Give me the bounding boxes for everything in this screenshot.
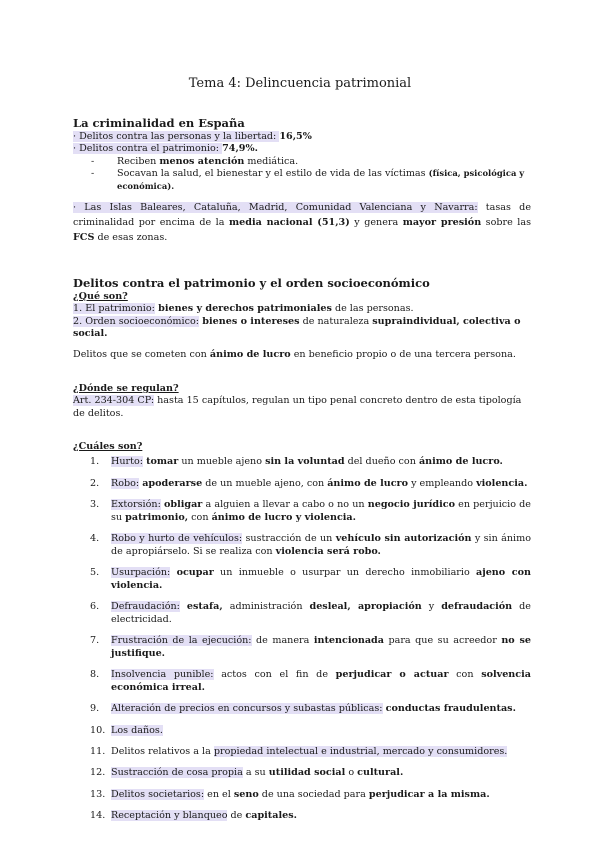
bold-text: tomar: [146, 456, 179, 468]
text: de naturaleza: [299, 315, 373, 327]
text: con: [448, 669, 482, 681]
offense-item: [73, 567, 531, 592]
item-number: 3.: [90, 499, 100, 511]
text: de las personas.: [331, 303, 414, 315]
highlight-text: Extorsión:: [111, 499, 161, 511]
bold-text: negocio jurídico: [367, 499, 455, 511]
bold-text: ánimo de lucro y violencia.: [211, 511, 356, 523]
text: Reciben: [117, 155, 160, 167]
text: administración: [222, 601, 310, 613]
text: y genera: [349, 217, 403, 229]
text: [180, 601, 187, 612]
text: con: [188, 511, 212, 523]
highlight-text: Receptación y blanqueo: [111, 810, 228, 822]
offense-item: [73, 635, 531, 660]
bold-text: defraudación: [441, 601, 513, 613]
paragraph-animo-lucro: [73, 349, 531, 361]
text: y sin ánimo de apropiárselo. Si se realiza con: [111, 533, 531, 557]
bold-text: mayor presión: [402, 217, 482, 229]
text: Socavan la salud, el bienestar y el estilo de vida de las víctimas: [117, 168, 429, 180]
highlight-text: · Las Islas Baleares, Cataluña, Madrid, Comunidad Valenciana y Navarra:: [73, 202, 478, 214]
text: en perjuicio de su: [111, 499, 531, 523]
bold-text: utilidad social: [268, 767, 346, 779]
dash-item: [73, 168, 531, 193]
bold-text: apoderarse: [142, 477, 203, 489]
subheading: ¿Qué son?: [73, 290, 128, 302]
section-cuales-son: [73, 441, 531, 832]
bold-text: obligar: [163, 499, 203, 511]
highlight-text: Hurto:: [111, 456, 143, 468]
text: en beneficio propio o de una tercera persona.: [290, 348, 516, 360]
item-number: 6.: [90, 601, 100, 613]
bold-text: perjudicar o actuar: [335, 669, 449, 681]
text: hasta 15 capítulos, regulan un tipo penal concreto dentro de esta tipología de delitos.: [73, 395, 522, 419]
bold-text: ocupar: [176, 567, 214, 579]
bold-text: conductas fraudulentas.: [385, 703, 516, 715]
text: actos con el fin de: [213, 669, 336, 681]
text: o: [345, 767, 358, 779]
bold-text: menos atención: [159, 155, 245, 167]
stat-value: 74,9%.: [222, 143, 258, 155]
offense-item: [73, 746, 531, 758]
item-number: 2.: [90, 477, 100, 489]
bold-text: intencionada: [313, 635, 384, 647]
text: de manera: [251, 635, 314, 647]
highlight-text: Alteración de precios en concursos y subastas públicas:: [111, 703, 383, 715]
text: un mueble ajeno: [178, 456, 266, 468]
stat-label: · Delitos contra las personas y la libertad:: [73, 130, 280, 142]
text: del dueño con: [344, 456, 419, 468]
regulation-line: [73, 395, 531, 420]
bold-text: ánimo de lucro: [327, 477, 409, 489]
section-regulacion: [73, 383, 531, 420]
highlight-text: propiedad intelectual e industrial, mercado y consumidores.: [213, 745, 508, 757]
bold-text: bienes o intereses: [198, 315, 300, 327]
bold-text: ajeno con violencia.: [111, 567, 531, 591]
bold-text: (física, psicológica y económica).: [117, 168, 525, 191]
text: de esas zonas.: [94, 232, 168, 243]
text: mediática.: [244, 155, 299, 167]
offense-item: [73, 725, 531, 737]
bold-text: ánimo de lucro.: [418, 456, 503, 468]
highlight-text: Insolvencia punible:: [111, 669, 214, 681]
bold-text: supraindividual, colectiva o social.: [73, 315, 521, 340]
highlight-text: Usurpación:: [111, 567, 171, 579]
text: y: [421, 601, 442, 613]
highlight-text: Defraudación:: [111, 601, 180, 613]
bold-text: cultural.: [357, 767, 404, 779]
item-number: 8.: [90, 669, 100, 681]
highlight-text: Art. 234-304 CP:: [73, 395, 155, 407]
item-number: 4.: [90, 533, 100, 545]
stat-line-personas: [73, 131, 531, 143]
section-criminalidad: [73, 116, 531, 246]
bold-text: no se justifique.: [111, 635, 531, 659]
definition-item: [73, 303, 531, 315]
section-heading: La criminalidad en España: [73, 116, 245, 130]
text: para que su acreedor: [383, 635, 502, 647]
bold-text: seno: [233, 788, 259, 800]
offense-list: [73, 456, 531, 822]
bold-text: solvencia económica irreal.: [111, 669, 531, 693]
text: de un mueble ajeno, con: [202, 477, 328, 489]
text: tasas de criminalidad por encima de la: [73, 202, 531, 229]
item-number: 10.: [90, 724, 106, 736]
paragraph-regions: [73, 201, 531, 246]
item-number: 9.: [90, 703, 100, 715]
text: sobre las: [481, 217, 531, 229]
document-title: Tema 4: Delincuencia patrimonial: [188, 76, 412, 91]
bold-text: desleal, apropiación: [309, 601, 422, 613]
offense-item: [73, 789, 531, 801]
text: un inmueble o usurpar un derecho inmobiliario: [213, 567, 477, 579]
bold-text: sin la voluntad: [265, 456, 345, 468]
bold-text: bienes y derechos patrimoniales: [154, 303, 332, 315]
text: de electricidad.: [111, 601, 531, 625]
highlight-text: 2. Orden socioeconómico:: [73, 315, 199, 327]
bold-text: estafa,: [186, 601, 223, 613]
highlight-text: Los daños.: [111, 724, 163, 736]
highlight-text: 1. El patrimonio:: [73, 303, 155, 315]
stat-line-patrimonio: [73, 143, 531, 155]
item-number: 5.: [90, 567, 100, 579]
subheading: ¿Dónde se regulan?: [73, 383, 179, 394]
text: Delitos relativos a la: [111, 745, 214, 757]
text: sustracción de un: [242, 533, 336, 545]
dash-item: [73, 156, 531, 168]
offense-item: [73, 601, 531, 626]
item-number: 14.: [90, 810, 106, 822]
item-number: 12.: [90, 767, 106, 779]
offense-item: [73, 456, 531, 468]
offense-item: [73, 478, 531, 490]
bold-text: patrimonio,: [125, 511, 189, 523]
offense-item: [73, 499, 531, 524]
highlight-text: Robo:: [111, 477, 140, 489]
text: de una sociedad para: [258, 788, 369, 800]
subheading: ¿Cuáles son?: [73, 441, 143, 452]
text: de: [227, 810, 246, 822]
bold-text: vehículo sin autorización: [335, 533, 472, 545]
highlight-text: Frustración de la ejecución:: [111, 635, 252, 647]
stat-value: 16,5%: [279, 130, 312, 142]
bold-text: ánimo de lucro: [209, 348, 291, 360]
text: Delitos que se cometen con: [73, 348, 210, 360]
text: en el: [204, 788, 234, 800]
offense-item: [73, 767, 531, 779]
text: y empleando: [408, 477, 477, 489]
item-number: 11.: [90, 745, 106, 757]
highlight-text: Robo y hurto de vehículos:: [111, 533, 243, 545]
offense-item: [73, 810, 531, 822]
highlight-text: Delitos societarios:: [111, 788, 205, 800]
item-number: 7.: [90, 635, 100, 647]
bold-text: perjudicar a la misma.: [368, 788, 490, 800]
offense-item: [73, 703, 531, 715]
offense-item: [73, 669, 531, 694]
bold-text: violencia será robo.: [275, 545, 381, 557]
item-number: 13.: [90, 788, 106, 800]
stat-label: · Delitos contra el patrimonio:: [73, 143, 223, 155]
bold-text: capitales.: [245, 810, 297, 822]
offense-item: [73, 533, 531, 558]
section-heading: Delitos contra el patrimonio y el orden socioeconómico: [73, 276, 430, 290]
text: a alguien a llevar a cabo o no un: [202, 499, 368, 511]
bold-text: media nacional (51,3): [228, 217, 350, 229]
definition-item: [73, 316, 531, 341]
bold-text: violencia.: [476, 477, 528, 489]
item-number: 1.: [90, 456, 100, 468]
bold-text: FCS: [73, 232, 95, 243]
text: a su: [242, 767, 269, 779]
section-delitos-patrimonio: [73, 276, 531, 361]
highlight-text: Sustracción de cosa propia: [111, 767, 243, 779]
